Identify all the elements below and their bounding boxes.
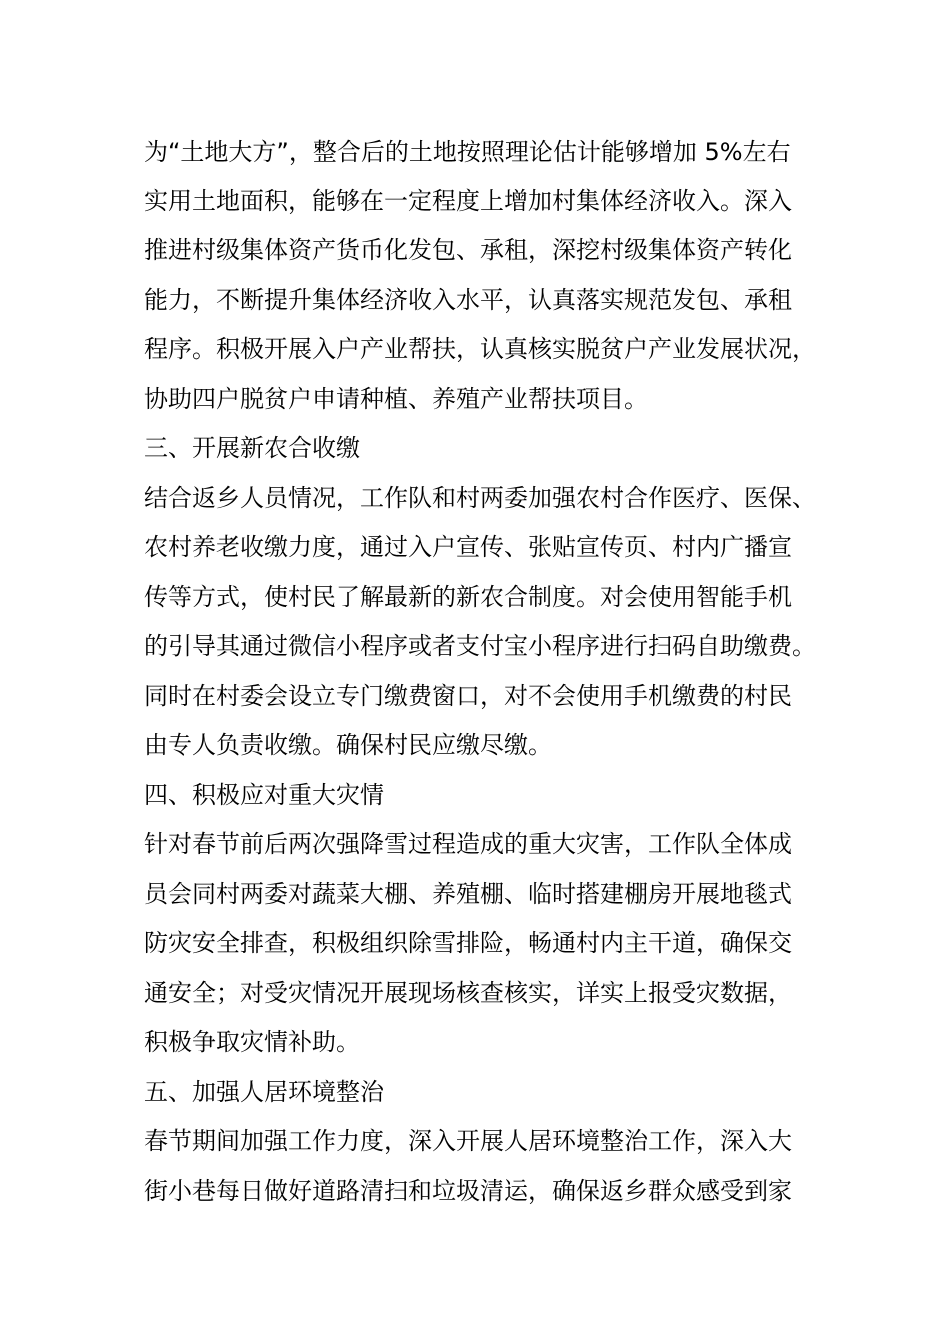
paragraph-line: 农村养老收缴力度，通过入户宣传、张贴宣传页、村内广播宣: [144, 533, 792, 561]
paragraph-line: 能力，不断提升集体经济收入水平，认真落实规范发包、承租: [144, 286, 792, 314]
paragraph-line: 街小巷每日做好道路清扫和垃圾清运，确保返乡群众感受到家: [144, 1177, 792, 1205]
section-heading: 四、积极应对重大灾情: [144, 781, 384, 809]
paragraph-line: 推进村级集体资产货币化发包、承租，深挖村级集体资产转化: [144, 236, 792, 264]
paragraph-line: 防灾安全排查，积极组织除雪排险，畅通村内主干道，确保交: [144, 929, 792, 957]
paragraph-line: 程序。积极开展入户产业帮扶，认真核实脱贫户产业发展状况，: [144, 335, 816, 363]
paragraph-line: 由专人负责收缴。确保村民应缴尽缴。: [144, 731, 552, 759]
paragraph-line: 积极争取灾情补助。: [144, 1028, 360, 1056]
paragraph-line: 员会同村两委对蔬菜大棚、养殖棚、临时搭建棚房开展地毯式: [144, 880, 792, 908]
paragraph-line: 针对春节前后两次强降雪过程造成的重大灾害，工作队全体成: [144, 830, 792, 858]
paragraph-line: 为“土地大方”，整合后的土地按照理论估计能够增加 5%左右: [144, 138, 791, 166]
paragraph-line: 传等方式，使村民了解最新的新农合制度。对会使用智能手机: [144, 583, 792, 611]
paragraph-line: 同时在村委会设立专门缴费窗口，对不会使用手机缴费的村民: [144, 682, 792, 710]
paragraph-line: 实用土地面积，能够在一定程度上增加村集体经济收入。深入: [144, 187, 792, 215]
section-heading: 三、开展新农合收缴: [144, 434, 360, 462]
paragraph-line: 通安全；对受灾情况开展现场核查核实，详实上报受灾数据，: [144, 979, 792, 1007]
paragraph-line: 协助四户脱贫户申请种植、养殖产业帮扶项目。: [144, 385, 648, 413]
paragraph-line: 结合返乡人员情况，工作队和村两委加强农村合作医疗、医保、: [144, 484, 816, 512]
section-heading: 五、加强人居环境整治: [144, 1078, 384, 1106]
paragraph-line: 春节期间加强工作力度，深入开展人居环境整治工作，深入大: [144, 1127, 792, 1155]
paragraph-line: 的引导其通过微信小程序或者支付宝小程序进行扫码自助缴费。: [144, 632, 816, 660]
